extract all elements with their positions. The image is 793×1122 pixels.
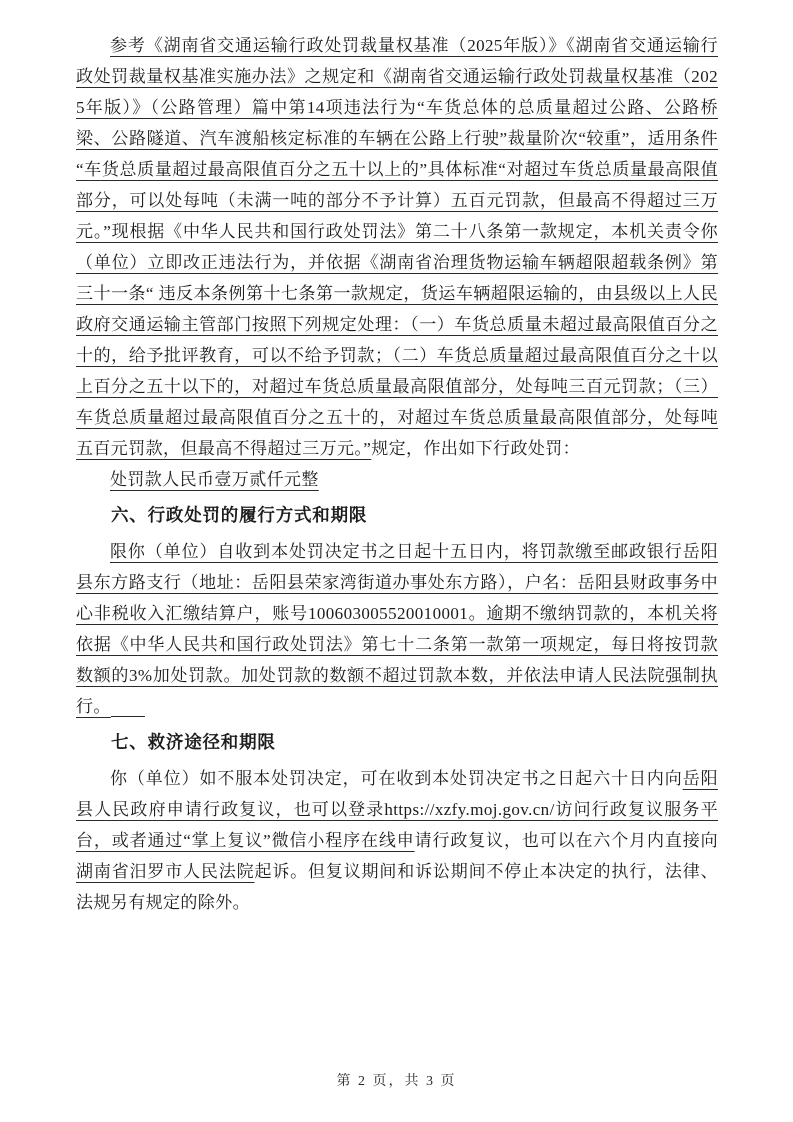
review-portal-url: https://xzfy.moj.gov.cn/ [384, 800, 555, 819]
underline-filler [111, 716, 145, 717]
remedy-middle-text: 请行政复议，也可以在六个月内直接向 [414, 831, 718, 850]
section-7-heading: 七、救济途径和期限 [111, 732, 276, 752]
remedy-intro-text: 你（单位）如不服本处罚决定，可在收到本处罚决定书之日起六十日内向 [110, 769, 683, 788]
review-channel-text: 访问行政复议服务平台，或者通过“掌上复议”微信小程序在线申 [76, 800, 718, 850]
paragraph-legal-basis [76, 30, 718, 464]
penalty-amount-text: 处罚款人民币壹万贰仟元整 [110, 470, 319, 489]
review-authority-text: 岳阳县人民政府申请行政复议，也可以登录 [76, 769, 718, 819]
page-number: 第 2 页，共 3 页 [336, 1074, 457, 1089]
legal-basis-tail-text: 规定，作出如下行政处罚： [371, 439, 581, 458]
penalty-amount-line [76, 464, 718, 495]
remedy-tail-text: 起诉。但复议期间和诉讼期间不停止本决定的执行，法律、法规另有规定的除外。 [76, 862, 719, 912]
section-7-body [76, 763, 718, 918]
section-6-heading: 六、行政处罚的履行方式和期限 [111, 505, 368, 525]
page-footer [0, 1070, 793, 1090]
section-6-body [76, 536, 718, 722]
legal-basis-underlined-text: 参考《湖南省交通运输行政处罚裁量权基准（2025年版）》《湖南省交通运输行政处罚裁量权基准实施办法》之规定和《湖南省交通运输行政处罚裁量权基准（2025年版）》（公路管理）篇中第14项违法行为“车货总体的总质量超过公路、公路桥梁、公路隧道、汽车渡船核定标准的车辆在公路上行驶”裁量阶次“较重”，适用条件“车货总质量超过最高限值百分之五十以上的”具体标准“对超过车货总质量最高限值部分，可以处每吨（未满一吨的部分不予计算）五百元罚款，但最高不得超过三万元。”现根据《中华人民共和国行政处罚法》第二十八条第一款规定，本机关责令你（单位）立即改正违法行为，并依据《湖南省治理货物运输车辆超限超载条例》第三十一条“ 违反本条例第十七条第一款规定，货运车辆超限运输的，由县级以上人民政府交通运输主管部门按照下列规定处理：（一）车货总质量未超过最高限值百分之十的，给予批评教育，可以不给予罚款；（二）车货总质量超过最高限值百分之十以上百分之五十以下的，对超过车货总质量最高限值部分，处每吨三百元罚款；（三）车货总质量超过最高限值百分之五十的，对超过车货总质量最高限值部分，处每吨五百元罚款，但最高不得超过三万元。” [76, 36, 718, 458]
payment-instructions-text: 限你（单位）自收到本处罚决定书之日起十五日内，将罚款缴至邮政银行岳阳县东方路支行（地址：岳阳县荣家湾街道办事处东方路），户名：岳阳县财政事务中心非税收入汇缴结算户，账号100603005520010001。逾期不缴纳罚款的，本机关将依据《中华人民共和国行政处罚法》第七十二条第一款第一项规定，每日将按罚款数额的3%加处罚款。加处罚款的数额不超过罚款本数，并依法申请人民法院强制执行。 [76, 542, 718, 716]
court-name-text: 湖南省汨罗市人民法院 [76, 862, 255, 881]
document-content [76, 30, 718, 918]
